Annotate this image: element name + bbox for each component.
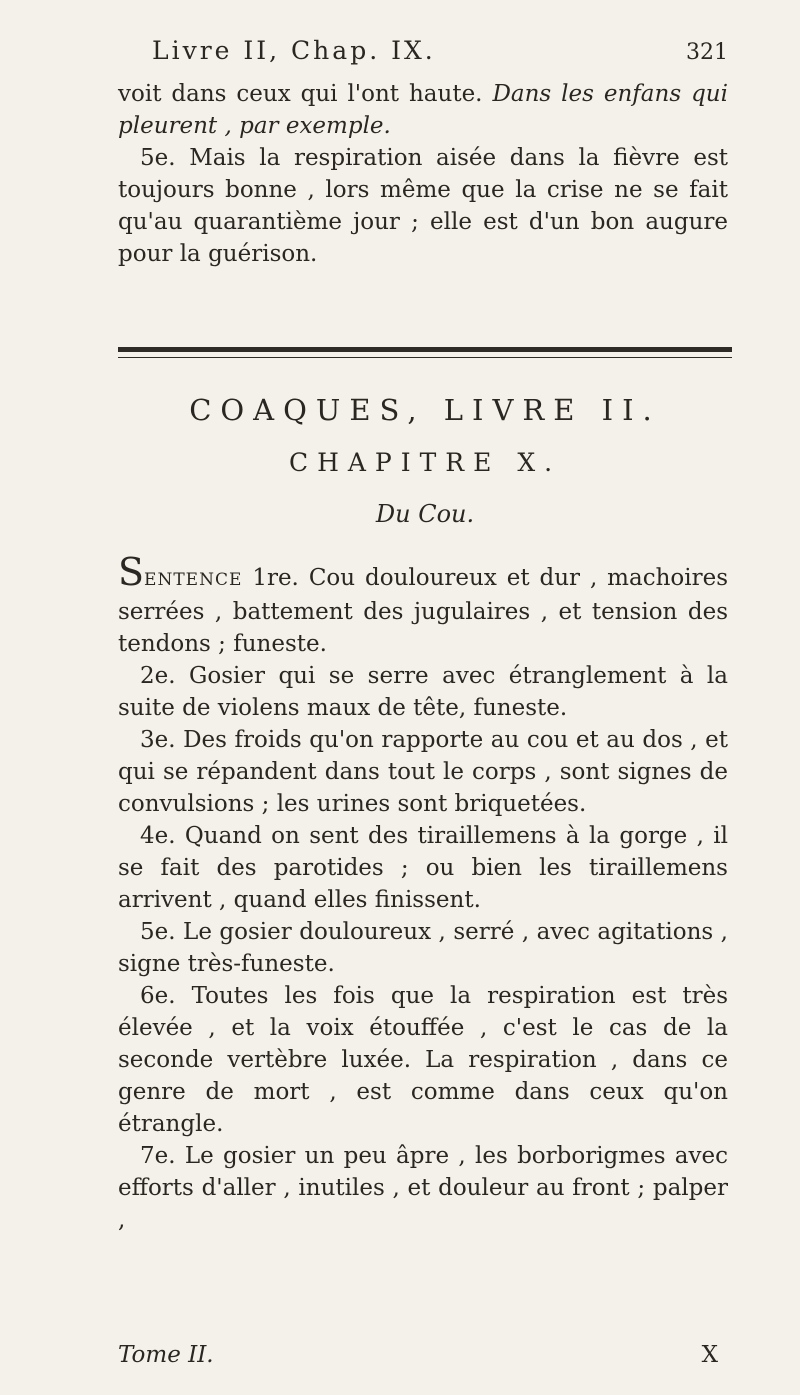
page-footer xyxy=(118,1342,718,1368)
sentence-1-text: Cou douloureux et dur , machoires serrées , battement des jugulaires , et tension des tendons ; funeste. xyxy=(118,565,729,657)
page-number: 321 xyxy=(686,40,728,65)
sentence-1 xyxy=(118,550,729,660)
signature-mark: X xyxy=(701,1342,718,1368)
sentence-6: 6e. Toutes les fois que la respiration est très élevée , et la voix étouffée , c'est le cas de la seconde vertèbre luxée. La respiration , dans ce genre de mort , est comme dans ceux qu'on étrangle. xyxy=(118,983,728,1137)
sentence-3: 3e. Des froids qu'on rapporte au cou et au dos , et qui se répandent dans tout le corps , sont signes de convulsions ; les urines sont briquetées. xyxy=(118,727,728,817)
sentence-2: 2e. Gosier qui se serre avec étranglement à la suite de violens maux de tête, funeste. xyxy=(118,663,728,721)
drop-cap: S xyxy=(118,550,145,594)
chapter-subject: Du Cou. xyxy=(375,500,475,528)
running-head-title: Livre II, Chap. IX. xyxy=(152,36,436,65)
section-rule-thick xyxy=(118,347,732,352)
sentence-number: 1re. xyxy=(252,565,299,591)
chapter-title: CHAPITRE X. xyxy=(288,448,562,477)
paragraph-5: 5e. Mais la respiration aisée dans la fièvre est toujours bonne , lors même que la crise ne se fait qu'au quarantième jour ; elle est d'un bon augure pour la guérison. xyxy=(118,145,728,267)
section-rule-thin xyxy=(118,357,732,358)
sentence-4: 4e. Quand on sent des tiraillemens à la gorge , il se fait des parotides ; ou bien les tiraillemens arrivent , quand elles finissent. xyxy=(118,823,728,913)
sentence-5: 5e. Le gosier douloureux , serré , avec agitations , signe très-funeste. xyxy=(118,919,728,977)
previous-chapter-text xyxy=(118,78,728,270)
volume-label: Tome II. xyxy=(118,1342,214,1368)
book-title: COAQUES, LIVRE II. xyxy=(189,393,661,427)
sentence-7: 7e. Le gosier un peu âpre , les borborigmes avec efforts d'aller , inutiles , et douleur au front ; palper , xyxy=(118,1143,728,1233)
sentence-label: ENTENCE xyxy=(144,570,243,590)
italic-example: Dans les enfans qui pleurent , par exemple. xyxy=(118,81,728,139)
running-head xyxy=(152,36,728,65)
chapter-body xyxy=(118,550,729,1236)
paragraph-continuation: voit dans ceux qui l'ont haute. Dans les enfans qui pleurent , par exemple. xyxy=(118,81,728,139)
